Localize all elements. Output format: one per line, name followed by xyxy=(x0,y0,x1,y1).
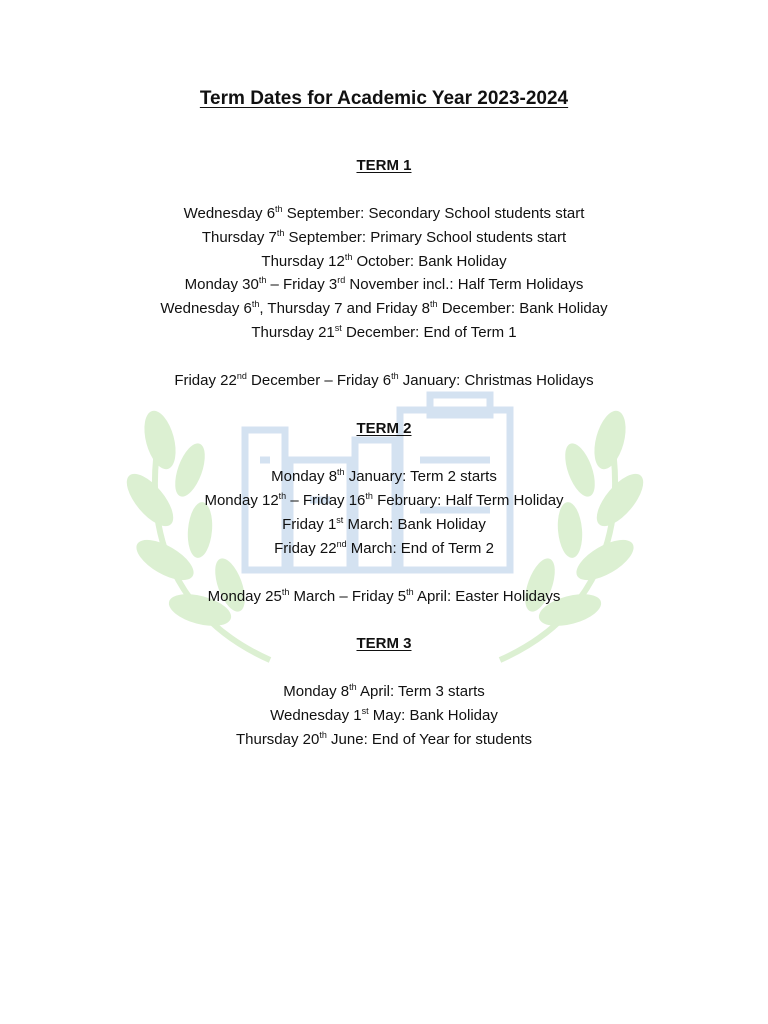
term-2-line: Friday 1st March: Bank Holiday xyxy=(282,515,486,533)
term-3-line: Wednesday 1st May: Bank Holiday xyxy=(270,706,498,724)
term-1-line: Thursday 21st December: End of Term 1 xyxy=(251,323,517,341)
page-title: Term Dates for Academic Year 2023-2024 xyxy=(199,88,569,109)
term-2-line: Monday 8th January: Term 2 starts xyxy=(271,467,497,485)
easter-holidays-line: Monday 25th March – Friday 5th April: Easter Holidays xyxy=(207,587,561,605)
term-3-line: Thursday 20th June: End of Year for students xyxy=(235,730,533,748)
term-1-line: Wednesday 6th September: Secondary School students start xyxy=(183,204,585,222)
term-1-line: Thursday 12th October: Bank Holiday xyxy=(261,252,507,270)
term-2-heading: TERM 2 xyxy=(356,420,412,437)
term-1-line: Thursday 7th September: Primary School students start xyxy=(201,228,567,246)
term-1-line: Wednesday 6th, Thursday 7 and Friday 8th December: Bank Holiday xyxy=(160,299,608,317)
christmas-holidays-line: Friday 22nd December – Friday 6th January: Christmas Holidays xyxy=(174,371,594,389)
term-2-line: Friday 22nd March: End of Term 2 xyxy=(274,539,494,557)
term-2-line: Monday 12th – Friday 16th February: Half Term Holiday xyxy=(204,491,564,509)
term-3-heading: TERM 3 xyxy=(356,635,412,652)
term-1-line: Monday 30th – Friday 3rd November incl.: Half Term Holidays xyxy=(184,275,584,293)
term-3-line: Monday 8th April: Term 3 starts xyxy=(283,682,485,700)
term-1-heading: TERM 1 xyxy=(356,157,412,174)
